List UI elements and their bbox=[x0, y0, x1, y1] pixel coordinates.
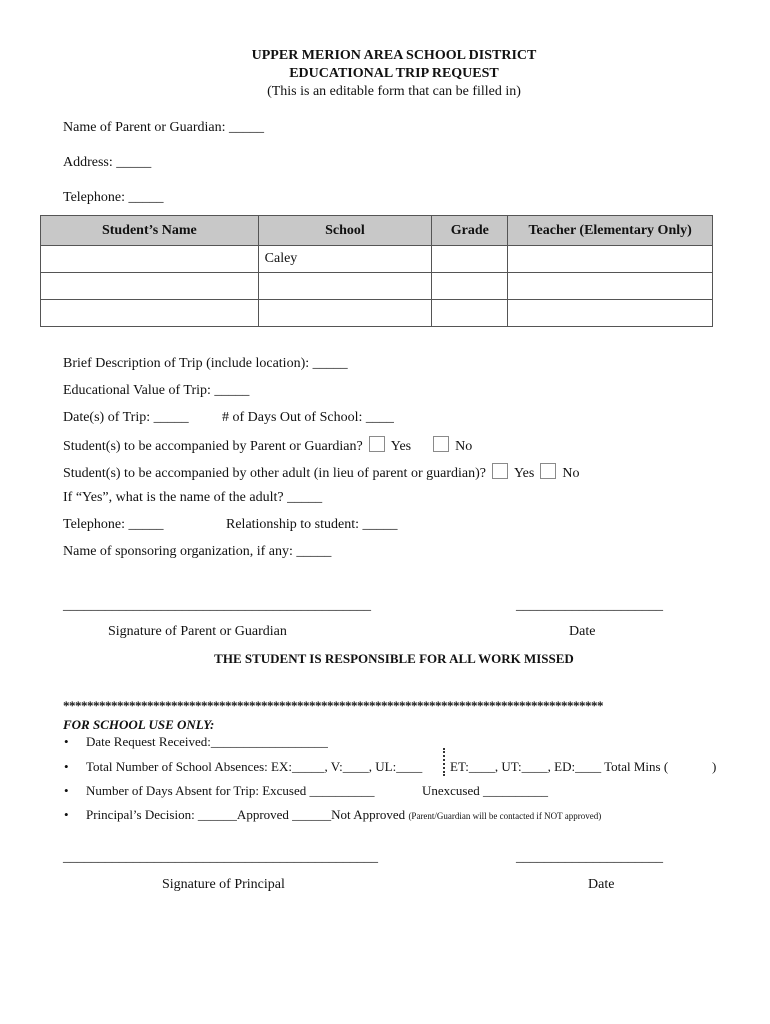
form-title: EDUCATIONAL TRIP REQUEST bbox=[289, 66, 499, 81]
student-name-cell[interactable] bbox=[41, 246, 259, 273]
responsibility-notice: THE STUDENT IS RESPONSIBLE FOR ALL WORK MISSED bbox=[214, 651, 574, 666]
table-row bbox=[41, 300, 713, 327]
absences-left-field[interactable]: • Total Number of School Absences: EX:_____, V:____, UL:____ bbox=[86, 759, 422, 775]
parent-date-label: Date bbox=[569, 624, 596, 639]
other-yes-checkbox[interactable] bbox=[492, 463, 508, 479]
accompanied-other-row bbox=[63, 463, 579, 482]
table-row bbox=[41, 273, 713, 300]
separator-stars: ****************************************************************************************** bbox=[63, 698, 603, 713]
principal-decision-field[interactable]: Principal’s Decision: ______Approved ______Not Approved bbox=[86, 807, 406, 822]
days-out-field[interactable]: # of Days Out of School: ____ bbox=[222, 410, 394, 425]
teacher-cell[interactable] bbox=[508, 273, 713, 300]
trip-dates-field[interactable]: Date(s) of Trip: _____ bbox=[63, 410, 189, 425]
days-absent-field[interactable]: • Number of Days Absent for Trip: Excused __________ bbox=[86, 783, 375, 799]
accompanied-other-label: Student(s) to be accompanied by other adult (in lieu of parent or guardian)? bbox=[63, 466, 486, 481]
date-received-field[interactable]: • Date Request Received:__________________ bbox=[86, 734, 328, 750]
grade-cell[interactable] bbox=[432, 300, 508, 327]
grade-cell[interactable] bbox=[432, 273, 508, 300]
parent-yes-checkbox[interactable] bbox=[369, 436, 385, 452]
parent-signature-label: Signature of Parent or Guardian bbox=[108, 624, 287, 639]
school-cell[interactable] bbox=[258, 300, 432, 327]
teacher-cell[interactable] bbox=[508, 300, 713, 327]
address-field[interactable]: Address: _____ bbox=[63, 155, 152, 170]
telephone-field[interactable]: Telephone: _____ bbox=[63, 190, 164, 205]
school-cell[interactable] bbox=[258, 273, 432, 300]
header-student-name: Student’s Name bbox=[41, 216, 259, 246]
header-grade: Grade bbox=[432, 216, 508, 246]
accompanied-parent-label: Student(s) to be accompanied by Parent or Guardian? bbox=[63, 439, 363, 454]
district-name: UPPER MERION AREA SCHOOL DISTRICT bbox=[251, 48, 537, 63]
trip-description-field[interactable]: Brief Description of Trip (include location): _____ bbox=[63, 356, 348, 371]
adult-telephone-field[interactable]: Telephone: _____ bbox=[63, 517, 164, 532]
adult-name-field[interactable]: If “Yes”, what is the name of the adult? _____ bbox=[63, 490, 323, 505]
form-note: (This is an editable form that can be filled in) bbox=[267, 84, 521, 99]
student-table bbox=[40, 215, 713, 327]
parent-name-field[interactable]: Name of Parent or Guardian: _____ bbox=[63, 120, 264, 135]
teacher-cell[interactable] bbox=[508, 246, 713, 273]
principal-signature-label: Signature of Principal bbox=[162, 877, 285, 892]
student-name-cell[interactable] bbox=[41, 273, 259, 300]
principal-decision-row bbox=[86, 807, 601, 823]
table-row bbox=[41, 246, 713, 273]
educational-value-field[interactable]: Educational Value of Trip: _____ bbox=[63, 383, 250, 398]
parent-yes-label: Yes bbox=[390, 439, 412, 454]
sponsor-field[interactable]: Name of sponsoring organization, if any: _____ bbox=[63, 544, 332, 559]
parent-date-line[interactable]: _____________________ bbox=[516, 598, 663, 613]
school-use-heading: FOR SCHOOL USE ONLY: bbox=[63, 717, 215, 732]
principal-date-label: Date bbox=[588, 877, 615, 892]
grade-cell[interactable] bbox=[432, 246, 508, 273]
unexcused-field[interactable]: Unexcused __________ bbox=[422, 783, 549, 798]
parent-no-label: No bbox=[455, 439, 473, 454]
principal-signature-line[interactable]: _____________________________________________ bbox=[63, 850, 378, 865]
other-yes-label: Yes bbox=[513, 466, 535, 481]
header-teacher: Teacher (Elementary Only) bbox=[508, 216, 713, 246]
table-header-row bbox=[41, 216, 713, 246]
school-cell[interactable]: Caley bbox=[258, 246, 432, 273]
parent-signature-line[interactable]: ____________________________________________ bbox=[63, 598, 371, 613]
decision-note: (Parent/Guardian will be contacted if NOT approved) bbox=[408, 811, 602, 821]
accompanied-parent-row bbox=[63, 436, 472, 455]
student-name-cell[interactable] bbox=[41, 300, 259, 327]
parent-no-checkbox[interactable] bbox=[433, 436, 449, 452]
other-no-label: No bbox=[562, 466, 580, 481]
absences-divider bbox=[443, 748, 445, 776]
absences-close-paren: ) bbox=[712, 759, 717, 774]
header-school: School bbox=[258, 216, 432, 246]
principal-date-line[interactable]: _____________________ bbox=[516, 850, 663, 865]
absences-right-field[interactable]: ET:____, UT:____, ED:____ Total Mins ( bbox=[450, 759, 669, 774]
relationship-field[interactable]: Relationship to student: _____ bbox=[226, 517, 398, 532]
other-no-checkbox[interactable] bbox=[540, 463, 556, 479]
